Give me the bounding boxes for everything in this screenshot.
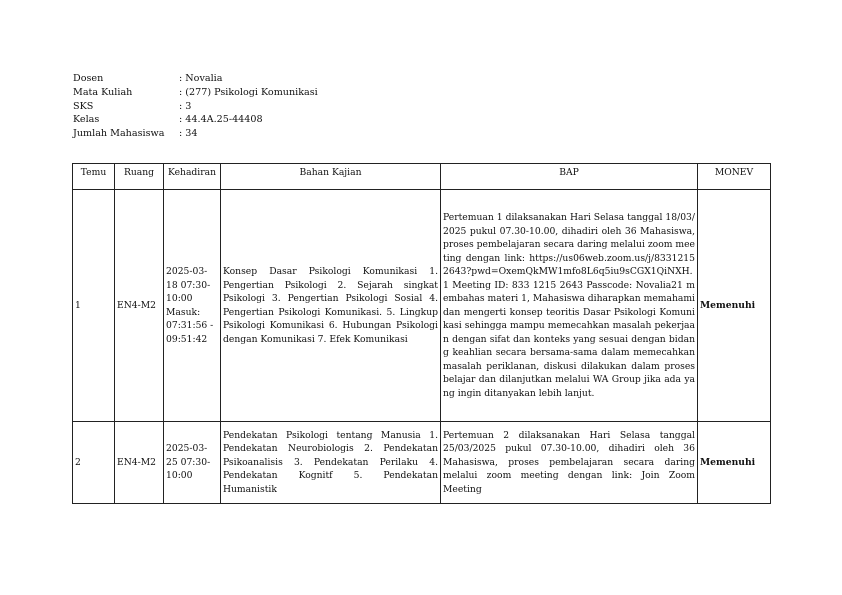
info-value: : Novalia [179, 73, 223, 84]
course-info [73, 72, 318, 141]
header-bap: BAP [441, 164, 698, 190]
table-header-row [73, 164, 771, 190]
info-label: Kelas [73, 114, 100, 126]
cell-monev: Memenuhi [698, 190, 771, 422]
cell-ruang: EN4-M2 [115, 422, 164, 504]
header-temu: Temu [73, 164, 115, 190]
info-value: : 44.4A.25-44408 [179, 114, 263, 126]
info-row-jumlah-mahasiswa [73, 127, 318, 141]
cell-bahan-kajian: Pendekatan Psikologi tentang Manusia 1. Pendekatan Neurobiologis 2. Pendekatan Psikoanalisis 3. Pendekatan Perilaku 4. Pendekatan Kognitf 5. Pendekatan Humanistik [221, 422, 441, 504]
cell-temu: 1 [73, 190, 115, 422]
info-value: : (277) Psikologi Komunikasi [179, 86, 318, 98]
cell-kehadiran: 2025-03-18 07:30-10:00 Masuk: 07:31:56 - 09:51:42 [164, 190, 221, 422]
info-value: : 3 [179, 100, 192, 112]
info-label: Jumlah Mahasiswa [73, 128, 165, 140]
info-label: Mata Kuliah [73, 86, 133, 98]
info-label: SKS [73, 100, 94, 112]
cell-kehadiran: 2025-03-25 07:30-10:00 [164, 422, 221, 504]
info-row-sks [73, 100, 318, 114]
info-row-mata-kuliah [73, 86, 318, 100]
header-bahan-kajian: Bahan Kajian [221, 164, 441, 190]
table-row [73, 422, 771, 504]
bap-table [72, 163, 771, 504]
header-kehadiran: Kehadiran [164, 164, 221, 190]
cell-ruang: EN4-M2 [115, 190, 164, 422]
cell-temu: 2 [73, 422, 115, 504]
cell-bap: Pertemuan 1 dilaksanakan Hari Selasa tanggal 18/03/2025 pukul 07.30-10.00, dihadiri oleh 36 Mahasiswa, proses pembelajaran secara daring melalui zoom meeting dengan link: https://us06web.zoom.us/j/83312152643?pwd=OxemQkMW1mfo8L6q5iu9sCGX1QiNXH.1 Meeting ID: 833 1215 2643 Passcode: Novalia21 membahas materi 1, Mahasiswa diharapkan memahami dan mengerti konsep teoritis Dasar Psikologi Komunikasi sehingga mampu memecahkan masalah pekerjaan dengan sifat dan konteks yang sesuai dengan bidang keahlian secara bersama-sama dalam memecahkan masalah periklanan, diskusi dilakukan dalam proses belajar dan dilanjutkan melalui WA Group jika ada yang ingin ditanyakan lebih lanjut. [441, 190, 698, 422]
cell-bap: Pertemuan 2 dilaksanakan Hari Selasa tanggal 25/03/2025 pukul 07.30-10.00, dihadiri oleh 36 Mahasiswa, proses pembelajaran secara daring melalui zoom meeting dengan link: Join Zoom Meeting [441, 422, 698, 504]
header-monev: MONEV [698, 164, 771, 190]
info-row-kelas [73, 113, 318, 127]
info-row-dosen [73, 72, 318, 86]
cell-monev: Memenuhi [698, 422, 771, 504]
header-ruang: Ruang [115, 164, 164, 190]
info-label: Dosen [73, 73, 104, 84]
cell-bahan-kajian: Konsep Dasar Psikologi Komunikasi 1. Pengertian Psikologi 2. Sejarah singkat Psikologi 3. Pengertian Psikologi Sosial 4. Pengertian Psikologi Komunikasi. 5. Lingkup Psikologi Komunikasi 6. Hubungan Psikologi dengan Komunikasi 7. Efek Komunikasi [221, 190, 441, 422]
table-row [73, 190, 771, 422]
info-value: : 34 [179, 128, 198, 140]
